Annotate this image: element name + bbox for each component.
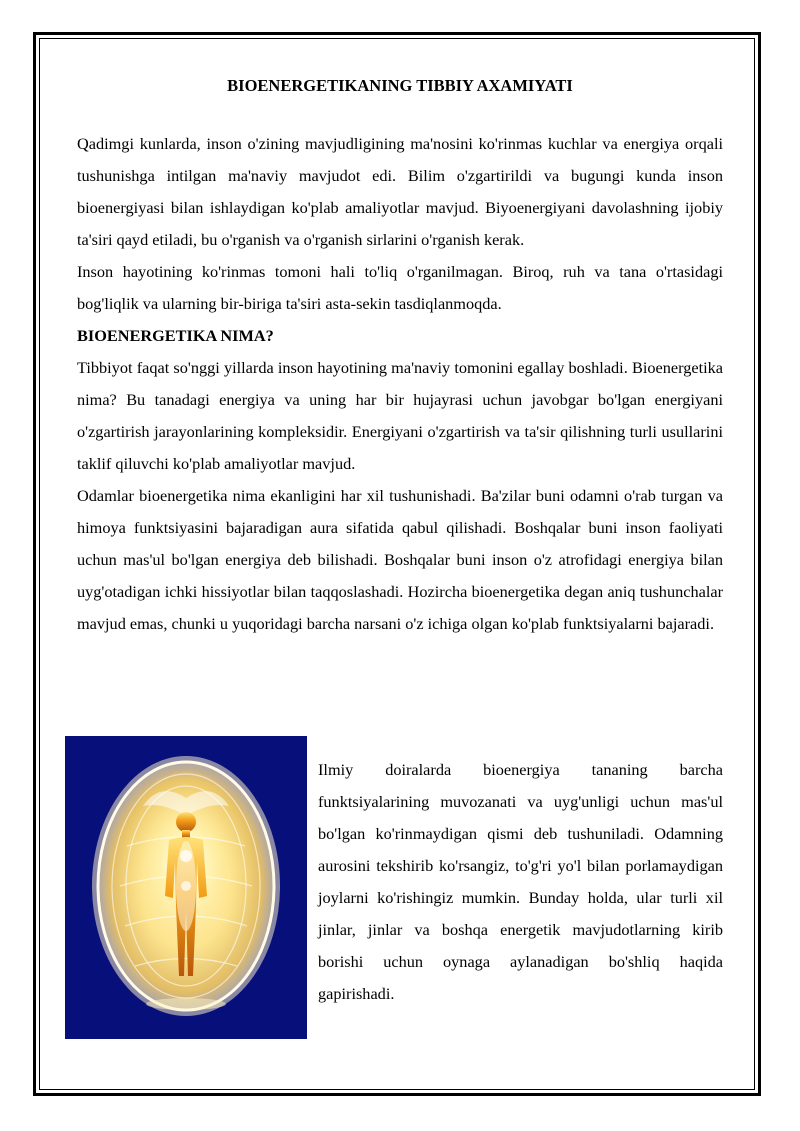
intro-paragraph-1: Qadimgi kunlarda, inson o'zining mavjudligining ma'nosini ko'rinmas kuchlar va energiya orqali tushunishga intilgan ma'naviy mavjudot edi. Bilim o'zgartirildi va bugungi kunda inson bioenergiyasi bilan ishlaydigan ko'plab amaliyotlar mavjud. Biyoenergiyani davolashning ijobiy ta'siri qayd etiladi, bu o'rganish va o'rganish sirlarini o'rganish kerak. (77, 134, 723, 249)
aura-human-figure-image (65, 736, 307, 1039)
document-title: BIOENERGETIKANING TIBBIY AXAMIYATI (227, 76, 573, 95)
section-paragraph-1: Tibbiyot faqat so'nggi yillarda inson hayotining ma'naviy tomonini egallay boshladi. Bioenergetika nima? Bu tanadagi energiya va uning har bir hujayrasi uchun javobgar bo'lgan energiyani o'zgartirish jarayonlarining kompleksidir. Energiyani o'zgartirish va ta'sir qilishning turli usullarini taklif qiluvchi ko'plab amaliyotlar mavjud. (77, 358, 723, 473)
intro-paragraph-2: Inson hayotining ko'rinmas tomoni hali to'liq o'rganilmagan. Biroq, ruh va tana o'rtasidagi bog'liqlik va ularning bir-biriga ta'siri asta-sekin tasdiqlanmoqda. (77, 262, 723, 313)
section-heading: BIOENERGETIKA NIMA? (77, 326, 274, 345)
section-paragraph-2: Odamlar bioenergetika nima ekanligini har xil tushunishadi. Ba'zilar buni odamni o'rab turgan va himoya funktsiyasini bajaradigan aura sifatida qabul qilishadi. Boshqalar buni inson faoliyati uchun mas'ul bo'lgan energiya deb bilishadi. Boshqalar buni inson o'z atrofidagi energiya bilan uyg'otadigan ichki hissiyotlar bilan taqqoslashadi. Hozircha bioenergetika degan aniq tushunchalar mavjud emas, chunki u yuqoridagi barcha narsani o'z ichiga olgan ko'plab funktsiyalarni bajaradi. (77, 486, 723, 633)
side-paragraph: Ilmiy doiralarda bioenergiya tananing barcha funktsiyalarining muvozanati va uyg'unligi uchun mas'ul bo'lgan ko'rinmaydigan qismi deb tushuniladi. Odamning aurosini tekshirib ko'rsangiz, to'g'ri yo'l bilan porlamaydigan joylarni ko'rishingiz mumkin. Bunday holda, ular turli xil jinlar, jinlar va boshqa energetik mavjudotlarning kirib borishi uchun oynaga aylanadigan bo'shliq haqida gapirishadi. (318, 760, 723, 1003)
document-body (77, 74, 723, 1003)
